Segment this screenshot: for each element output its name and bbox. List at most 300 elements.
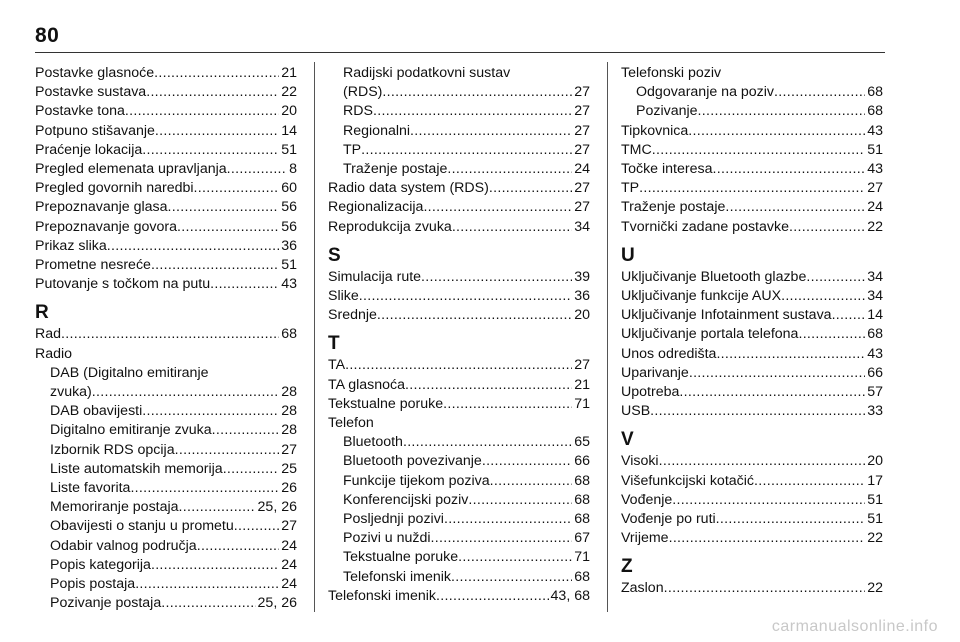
page-ref: 27 [574,84,590,101]
leader-dots [373,102,572,121]
leader-dots [452,218,572,237]
entry-text: Tvornički zadane postavke [621,218,789,235]
entry-text: Rad [35,326,62,343]
entry-text: Unos odredišta [621,345,717,362]
index-subentry [35,479,297,498]
index-subentry [35,364,297,383]
entry-text: Tipkovnica [621,122,689,139]
index-entry [328,218,590,237]
entry-text: Radio [35,345,73,362]
entry-text: Popis postaja [50,576,136,593]
index-subentry [35,421,297,440]
index-subentry [328,102,590,121]
leader-dots [161,594,255,613]
entry-text: Uključivanje portala telefona [621,326,799,343]
page-ref: 36 [574,288,590,305]
page-ref: 68 [867,103,883,120]
index-entry [621,510,883,529]
entry-text: Popis kategorija [50,556,151,573]
entry-text: Prikaz slika [35,237,107,254]
leader-dots [725,198,865,217]
leader-dots [155,122,279,141]
index-entry [328,356,590,375]
index-entry [328,179,590,198]
section-letter: Z [621,556,633,578]
index-subentry [328,433,590,452]
section-letter: S [328,244,341,266]
page-ref: 68 [574,511,590,528]
index-subentry [35,517,297,536]
entry-text: DAB obavijesti [50,403,143,420]
entry-text: Telefonski poziv [621,65,722,81]
index-entry [621,345,883,364]
entry-text: DAB (Digitalno emitiranje [50,364,209,381]
entry-text: Liste automatskih memorija [50,460,223,477]
leader-dots [135,575,279,594]
entry-text: Uključivanje Infotainment sustava [621,307,832,324]
index-subentry [35,460,297,479]
entry-text: Uključivanje Bluetooth glazbe [621,268,807,285]
leader-dots [130,479,279,498]
index-subentry [328,568,590,587]
leader-dots [444,510,572,529]
page-ref: 20 [867,453,883,470]
page-ref: 68 [574,472,590,489]
leader-dots [151,256,279,275]
entry-text: Pozivanje postaja [50,595,162,612]
index-entry [328,395,590,414]
index-subentry [35,594,297,613]
leader-dots [423,198,572,217]
entry-text: Radijski podatkovni sustav [343,65,511,81]
leader-dots [377,306,572,325]
index-entry [621,402,883,421]
page-ref: 28 [281,384,297,401]
leader-dots [789,218,865,237]
entry-text: TMC [621,141,652,158]
index-entry [328,376,590,395]
leader-dots [672,491,865,510]
entry-text: USB [621,403,651,420]
index-column-1 [35,64,297,613]
entry-text: Višefunkcijski kotačić [621,472,754,489]
page-ref: 68 [867,84,883,101]
index-entry [621,452,883,471]
page-ref: 22 [867,580,883,597]
index-entry [621,160,883,179]
page-ref: 25 [281,460,297,477]
leader-dots [142,402,279,421]
page-ref: 8 [289,161,297,178]
index-entry [328,306,590,325]
page-ref: 68 [867,326,883,343]
page-ref: 66 [867,364,883,381]
entry-text: TP [343,141,362,158]
index-subentry [621,83,883,102]
leader-dots [92,383,279,402]
index-entry [621,268,883,287]
entry-text: Upotreba [621,384,680,401]
leader-dots [468,491,572,510]
page-ref: 57 [867,384,883,401]
entry-text: Posljednji pozivi [343,511,444,528]
section-letter: T [328,333,340,355]
page-ref: 34 [867,288,883,305]
index-subentry [35,402,297,421]
index-entry [328,414,590,433]
entry-text: Visoki [621,453,659,470]
leader-dots [490,472,573,491]
entry-text: TP [621,180,640,197]
page-ref: 21 [281,65,297,81]
leader-dots [652,141,865,160]
leader-dots [359,287,572,306]
page-ref: 28 [281,403,297,420]
entry-text: Postavke glasnoće [35,65,155,81]
entry-text: Bluetooth [343,434,403,451]
leader-dots [61,325,279,344]
leader-dots [403,433,572,452]
watermark: carmanualsonline.info [771,618,938,635]
leader-dots [227,160,287,179]
page-ref: 60 [281,180,297,197]
page-ref: 43 [867,161,883,178]
entry-text: Tekstualne poruke [343,549,459,566]
entry-text: Putovanje s točkom na putu [35,276,211,293]
page-ref: 51 [867,511,883,528]
index-subentry [621,102,883,121]
index-entry [621,529,883,548]
index-entry [621,287,883,306]
page-ref: 66 [574,453,590,470]
entry-text: Pozivi u nuždi [343,530,431,547]
entry-text: Srednje [328,307,377,324]
page-ref: 24 [867,199,883,216]
leader-dots [650,402,865,421]
leader-dots [664,579,866,598]
leader-dots [458,548,572,567]
entry-text: Tekstualne poruke [328,395,444,412]
leader-dots [431,529,573,548]
page-ref: 24 [281,556,297,573]
leader-dots [151,556,279,575]
index-subentry [328,452,590,471]
page-ref: 43 [281,276,297,293]
page-ref: 56 [281,218,297,235]
entry-text: Prepoznavanje glasa [35,199,168,216]
page-ref: 26 [281,480,297,497]
index-entry [621,218,883,237]
leader-dots [781,287,865,306]
leader-dots [716,510,866,529]
index-entry [35,237,297,256]
entry-text: Reprodukcija zvuka [328,218,452,235]
leader-dots [669,529,866,548]
page-ref: 51 [867,141,883,158]
page-ref: 36 [281,237,297,254]
leader-dots [639,179,865,198]
index-entry [328,198,590,217]
index-entry [35,198,297,217]
index-entry [621,364,883,383]
page-ref: 39 [574,268,590,285]
leader-dots [107,237,279,256]
leader-dots [447,160,572,179]
entry-text: Pozivanje [636,103,698,120]
leader-dots [436,587,549,606]
leader-dots [489,179,572,198]
index-entry [621,198,883,217]
entry-text: Odgovaranje na poziv [636,84,775,101]
entry-text: Liste favorita [50,480,131,497]
entry-text: Telefonski imenik [328,587,437,604]
leader-dots [175,441,280,460]
page-number: 80 [35,24,60,47]
page-ref: 34 [867,268,883,285]
leader-dots [451,568,572,587]
index-entry [35,325,297,344]
leader-dots [712,160,865,179]
entry-text: Vrijeme [621,530,669,547]
page-ref: 27 [867,180,883,197]
leader-dots [194,179,280,198]
index-entry [621,325,883,344]
entry-text: Radio data system (RDS) [328,180,489,197]
leader-dots [210,275,279,294]
index-subentry [328,64,590,83]
page-ref: 25, 26 [257,499,297,516]
entry-text: Točke interesa [621,161,713,178]
index-entry [35,179,297,198]
page-ref: 67 [574,530,590,547]
entry-text: Digitalno emitiranje zvuka [50,422,212,439]
index-entry [621,579,883,598]
page-ref: 43 [867,345,883,362]
index-entry [35,83,297,102]
leader-dots [177,218,279,237]
index-subentry [328,510,590,529]
index-entry [621,141,883,160]
page-ref: 27 [574,103,590,120]
entry-text: Pregled elemenata upravljanja [35,161,227,178]
page-ref: 24 [574,161,590,178]
entry-text: Uključivanje funkcije AUX [621,288,782,305]
index-entry [35,64,297,83]
page-ref: 51 [867,491,883,508]
entry-text: Postavke sustava [35,84,147,101]
leader-dots [688,122,865,141]
index-subentry [328,141,590,160]
entry-text: Traženje postaje [621,199,726,216]
entry-text: Slike [328,288,359,305]
index-column-2 [328,64,590,606]
index-entry [621,179,883,198]
page-ref: 43, 68 [550,587,590,604]
page-ref: 24 [281,537,297,554]
entry-text: Pregled govornih naredbi [35,180,194,197]
entry-text: Telefonski imenik [343,568,452,585]
leader-dots [146,83,279,102]
index-subentry [35,383,297,402]
entry-text: RDS [343,103,373,120]
leader-dots [482,452,572,471]
leader-dots [382,83,572,102]
page-ref: 33 [867,403,883,420]
index-entry [35,218,297,237]
page-ref: 71 [574,395,590,412]
index-subentry [328,548,590,567]
leader-dots [832,306,866,325]
page-ref: 27 [574,199,590,216]
entry-text: (RDS) [343,84,383,101]
entry-text: Odabir valnog područja [50,537,197,554]
entry-text: zvuka) [50,384,92,401]
entry-text: Uparivanje [621,364,689,381]
leader-dots [212,421,280,440]
page-ref: 20 [281,103,297,120]
index-entry [328,268,590,287]
entry-text: Prometne nesreće [35,257,151,274]
index-subentry [328,122,590,141]
index-subentry [328,472,590,491]
index-entry [35,122,297,141]
page-ref: 34 [574,218,590,235]
leader-dots [405,376,572,395]
leader-dots [142,141,279,160]
index-entry [35,102,297,121]
entry-text: Praćenje lokacija [35,141,143,158]
page-ref: 68 [281,326,297,343]
page-ref: 27 [574,357,590,374]
entry-text: Bluetooth povezivanje [343,453,482,470]
entry-text: Zaslon [621,580,664,597]
page-ref: 21 [574,376,590,393]
index-subentry [328,83,590,102]
page-ref: 25, 26 [257,595,297,612]
entry-text: Simulacija rute [328,268,422,285]
index-column-3 [621,64,883,599]
entry-text: Telefon [328,415,374,432]
entry-text: Konferencijski poziv [343,491,469,508]
index-entry [621,491,883,510]
entry-text: Funkcije tijekom poziva [343,472,490,489]
leader-dots [774,83,865,102]
index-subentry [35,441,297,460]
entry-text: Potpuno stišavanje [35,122,155,139]
leader-dots [154,64,279,83]
entry-text: Obavijesti o stanju u prometu [50,518,234,535]
entry-text: Izbornik RDS opcija [50,441,175,458]
header-rule [35,52,885,53]
index-entry [621,64,883,83]
leader-dots [421,268,572,287]
index-subentry [328,491,590,510]
column-separator [314,62,315,612]
page-ref: 68 [574,491,590,508]
index-subentry [35,537,297,556]
section-letter: V [621,429,634,451]
entry-text: Regionalizacija [328,199,424,216]
page-ref: 43 [867,122,883,139]
index-subentry [328,160,590,179]
entry-text: Regionalni [343,122,411,139]
index-entry [621,383,883,402]
section-letter: R [35,302,49,324]
index-entry [35,345,297,364]
leader-dots [754,472,865,491]
leader-dots [716,345,865,364]
page-ref: 51 [281,257,297,274]
index-entry [35,141,297,160]
entry-text: Postavke tona [35,103,125,120]
page-ref: 71 [574,549,590,566]
entry-text: Memoriranje postaja [50,499,179,516]
page-ref: 22 [867,530,883,547]
entry-text: Vođenje [621,491,673,508]
page-ref: 27 [574,180,590,197]
index-subentry [35,556,297,575]
page-ref: 56 [281,199,297,216]
section-letter: U [621,244,635,266]
leader-dots [806,268,865,287]
leader-dots [361,141,572,160]
index-entry [35,275,297,294]
index-subentry [35,575,297,594]
leader-dots [179,498,256,517]
index-entry [621,306,883,325]
leader-dots [410,122,572,141]
index-entry [621,472,883,491]
column-separator [607,62,608,612]
page-ref: 65 [574,434,590,451]
page-ref: 27 [281,441,297,458]
index-entry [35,160,297,179]
index-subentry [328,529,590,548]
leader-dots [698,102,866,121]
leader-dots [168,198,280,217]
page-ref: 14 [281,122,297,139]
leader-dots [443,395,572,414]
page-ref: 24 [281,576,297,593]
index-entry [328,287,590,306]
page-ref: 22 [281,84,297,101]
leader-dots [679,383,865,402]
page-ref: 68 [574,568,590,585]
leader-dots [223,460,280,479]
leader-dots [125,102,279,121]
entry-text: Prepoznavanje govora [35,218,177,235]
index-entry [35,256,297,275]
leader-dots [345,356,572,375]
leader-dots [197,537,280,556]
page-ref: 27 [281,518,297,535]
leader-dots [798,325,865,344]
index-entry [328,587,590,606]
entry-text: TA [328,357,346,374]
entry-text: Traženje postaje [343,161,448,178]
page-ref: 51 [281,141,297,158]
index-subentry [35,498,297,517]
page-ref: 27 [574,141,590,158]
page-ref: 14 [867,307,883,324]
page-ref: 20 [574,307,590,324]
leader-dots [689,364,865,383]
page-ref: 22 [867,218,883,235]
page-ref: 17 [867,472,883,489]
leader-dots [234,517,279,536]
leader-dots [659,452,866,471]
index-entry [621,122,883,141]
